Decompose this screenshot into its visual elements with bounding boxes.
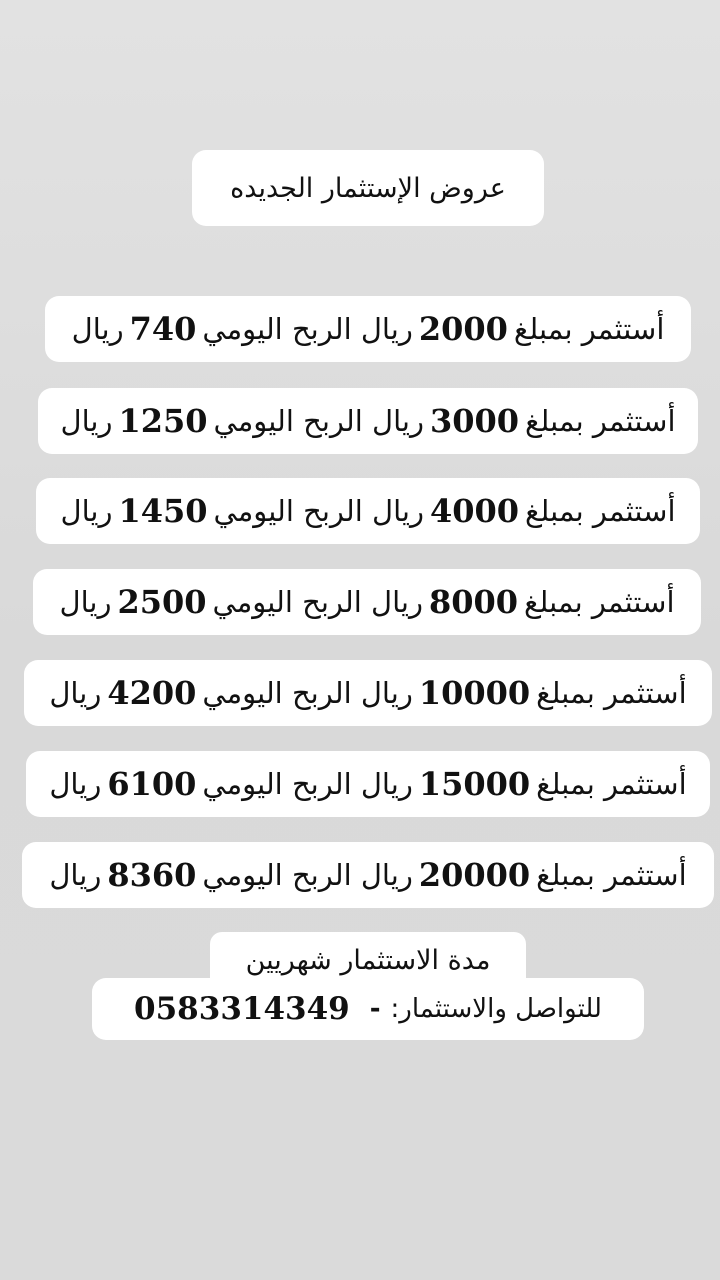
offer-mid: ريال الربح اليومي (202, 312, 413, 346)
offer-prefix: أستثمر بمبلغ (524, 585, 675, 619)
offer-profit: 4200 (107, 674, 197, 712)
offer-prefix: أستثمر بمبلغ (525, 494, 676, 528)
offer-card (38, 388, 698, 454)
offer-card (26, 751, 710, 817)
offer-currency: ريال (49, 676, 102, 710)
page-title: عروض الإستثمار الجديده (230, 172, 506, 204)
offer-amount: 10000 (418, 674, 531, 712)
offer-amount: 2000 (418, 310, 508, 348)
offer-profit: 1250 (118, 402, 208, 440)
offer-profit: 2500 (117, 583, 207, 621)
offer-currency: ريال (60, 494, 113, 528)
offer-prefix: أستثمر بمبلغ (525, 404, 676, 438)
offer-mid: ريال الربح اليومي (202, 858, 413, 892)
offer-currency: ريال (59, 585, 112, 619)
offer-amount: 3000 (429, 402, 520, 440)
offer-amount: 20000 (418, 856, 531, 894)
offer-currency: ريال (49, 767, 102, 801)
offer-profit: 740 (129, 310, 197, 348)
offer-amount: 4000 (429, 492, 520, 530)
duration-text: مدة الاستثمار شهريين (245, 944, 491, 976)
offer-currency: ريال (49, 858, 102, 892)
offer-mid: ريال الربح اليومي (202, 676, 413, 710)
offer-mid: ريال الربح اليومي (202, 767, 413, 801)
offer-amount: 8000 (428, 583, 519, 621)
offer-card (45, 296, 691, 362)
contact-dash: - (369, 994, 381, 1024)
offer-amount: 15000 (418, 765, 531, 803)
offer-card (22, 842, 714, 908)
offer-profit: 1450 (118, 492, 208, 530)
offer-currency: ريال (60, 404, 113, 438)
offer-currency: ريال (71, 312, 124, 346)
offer-card (36, 478, 700, 544)
offer-card (33, 569, 701, 635)
offer-mid: ريال الربح اليومي (212, 585, 423, 619)
title-card (192, 150, 544, 226)
offer-prefix: أستثمر بمبلغ (536, 676, 687, 710)
contact-card (92, 978, 644, 1040)
contact-phone[interactable]: 0583314349 (134, 991, 350, 1027)
offer-prefix: أستثمر بمبلغ (536, 858, 687, 892)
offer-prefix: أستثمر بمبلغ (513, 312, 665, 346)
contact-label: للتواصل والاستثمار: (390, 994, 602, 1024)
offer-mid: ريال الربح اليومي (213, 404, 424, 438)
offer-mid: ريال الربح اليومي (213, 494, 424, 528)
offer-prefix: أستثمر بمبلغ (536, 767, 687, 801)
offer-card (24, 660, 712, 726)
offer-profit: 6100 (107, 765, 197, 803)
offer-profit: 8360 (107, 856, 197, 894)
